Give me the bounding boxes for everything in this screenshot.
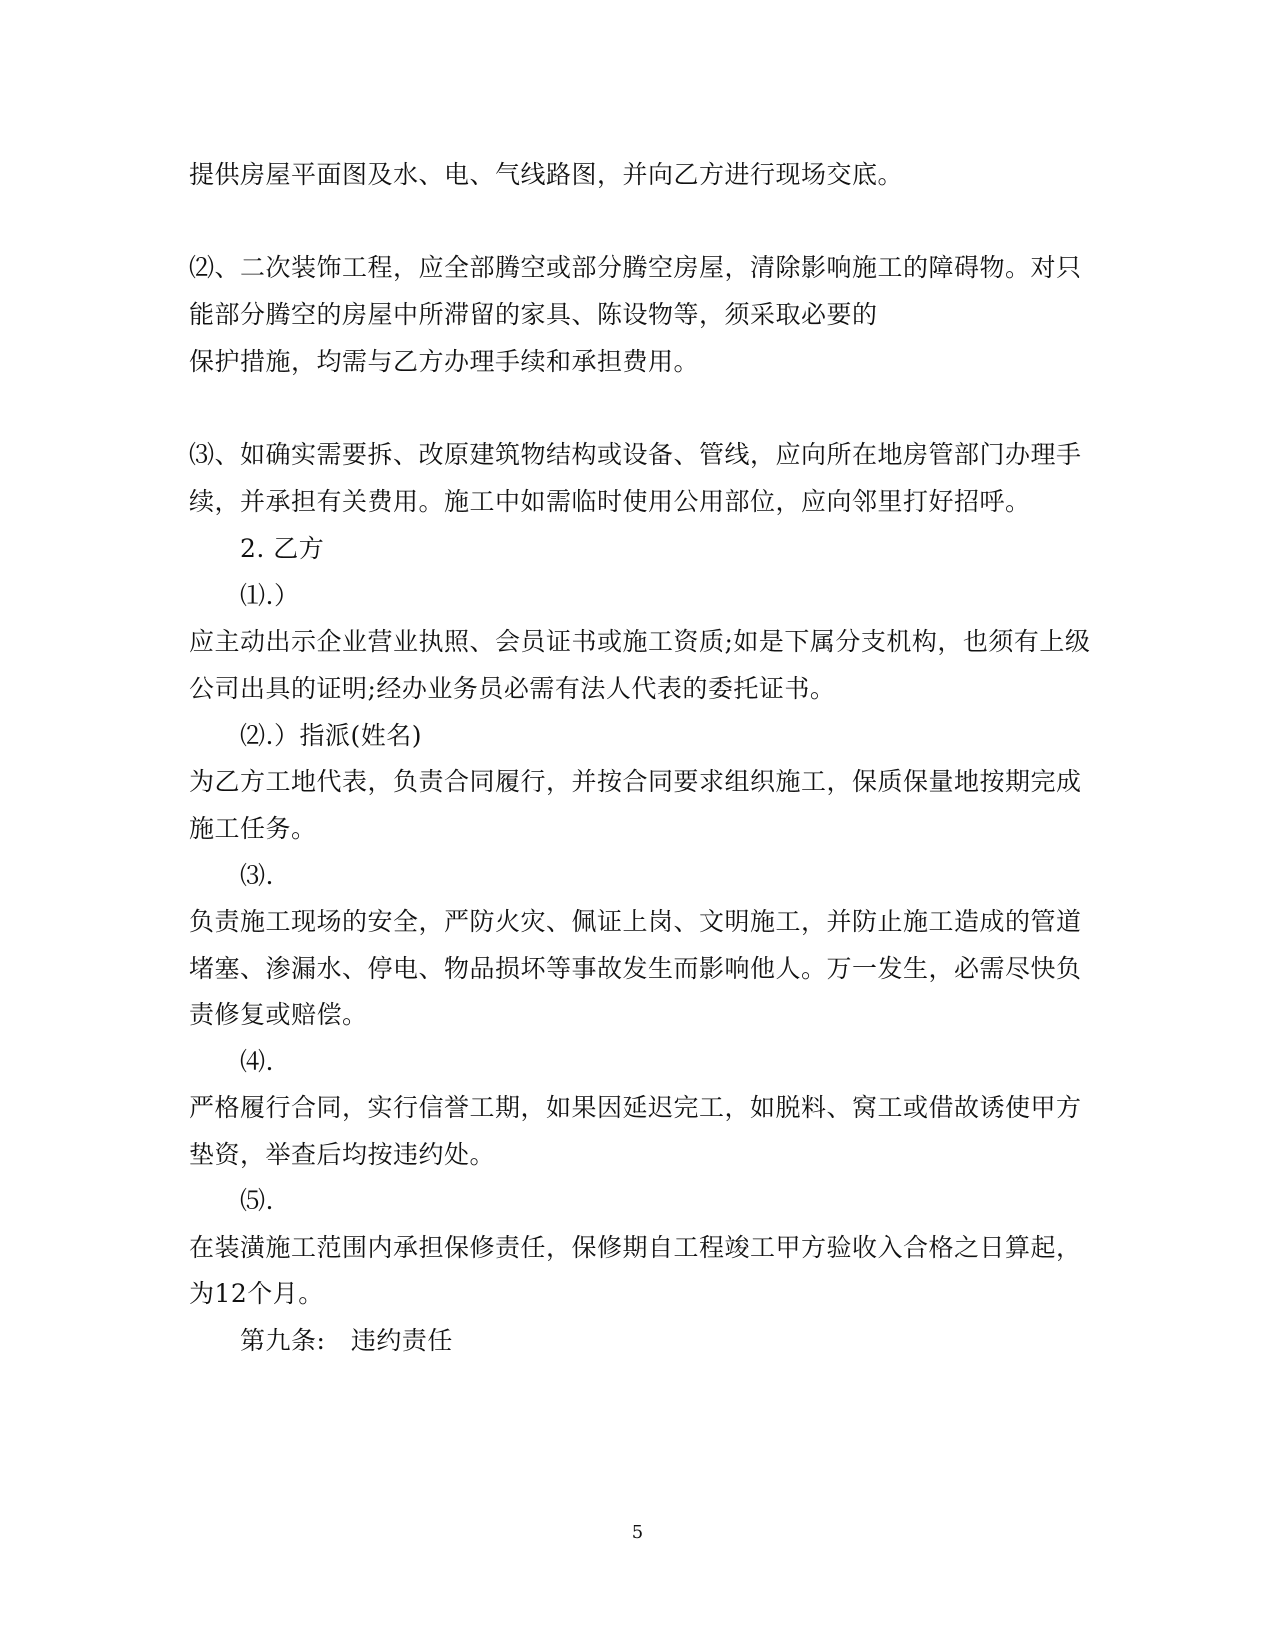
paragraph-line: 施工任务。 <box>189 814 317 843</box>
paragraph-line: 为12个月。 <box>189 1279 324 1308</box>
item-number: ⑵.）指派(姓名) <box>240 721 422 750</box>
paragraph-line: 为乙方工地代表，负责合同履行，并按合同要求组织施工，保质保量地按期完成 <box>189 767 1082 796</box>
item-number: ⑶. <box>240 861 274 890</box>
paragraph-line: 堵塞、渗漏水、停电、物品损坏等事故发生而影响他人。万一发生，必需尽快负 <box>189 954 1082 983</box>
item-number: ⑴.） <box>240 581 300 610</box>
paragraph-line: 负责施工现场的安全，严防火灾、佩证上岗、文明施工，并防止施工造成的管道 <box>189 907 1082 936</box>
paragraph-line: 责修复或赔偿。 <box>189 1000 368 1029</box>
article-heading: 第九条: 违约责任 <box>240 1326 453 1355</box>
paragraph-line: 垫资，举查后均按违约处。 <box>189 1140 496 1169</box>
paragraph-line: 应主动出示企业营业执照、会员证书或施工资质;如是下属分支机构，也须有上级 <box>189 627 1091 656</box>
section-heading: 2. 乙方 <box>240 534 325 563</box>
paragraph-line: 能部分腾空的房屋中所滞留的家具、陈设物等，须采取必要的 <box>189 300 878 329</box>
paragraph-line: 公司出具的证明;经办业务员必需有法人代表的委托证书。 <box>189 674 836 703</box>
item-number: ⑷. <box>240 1047 274 1076</box>
paragraph-line: 保护措施，均需与乙方办理手续和承担费用。 <box>189 347 700 376</box>
item-number: ⑸. <box>240 1186 274 1215</box>
paragraph-line: 续，并承担有关费用。施工中如需临时使用公用部位，应向邻里打好招呼。 <box>189 487 1031 516</box>
paragraph-line: ⑵、二次装饰工程，应全部腾空或部分腾空房屋，清除影响施工的障碍物。对只 <box>189 253 1082 282</box>
paragraph-line: ⑶、如确实需要拆、改原建筑物结构或设备、管线，应向所在地房管部门办理手 <box>189 440 1082 469</box>
paragraph-line: 严格履行合同，实行信誉工期，如果因延迟完工，如脱料、窝工或借故诱使甲方 <box>189 1093 1082 1122</box>
paragraph-line: 提供房屋平面图及水、电、气线路图，并向乙方进行现场交底。 <box>189 160 904 189</box>
page-number: 5 <box>631 1522 644 1543</box>
paragraph-line: 在装潢施工范围内承担保修责任，保修期自工程竣工甲方验收入合格之日算起， <box>189 1233 1082 1262</box>
